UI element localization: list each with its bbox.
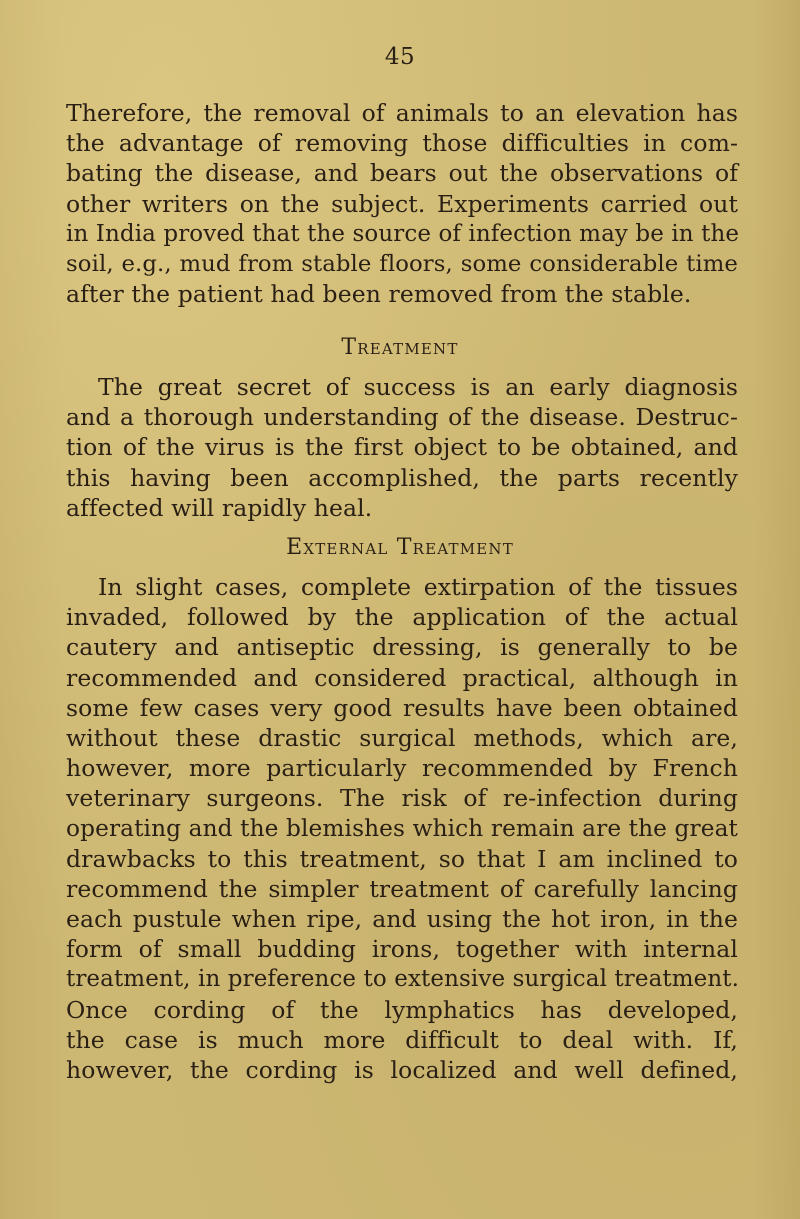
paragraph-line: Once cording of the lymphatics has developed, bbox=[66, 995, 738, 1024]
paragraph-line: this having been accomplished, the parts recently bbox=[66, 463, 738, 492]
paragraph-line: veterinary surgeons. The risk of re-infection during bbox=[66, 784, 738, 813]
paragraph-line: tion of the virus is the first object to be obtained, and bbox=[66, 433, 738, 462]
section-heading-treatment: Treatment bbox=[341, 335, 459, 360]
paragraph-2 bbox=[66, 372, 738, 523]
paragraph-line: operating and the blemishes which remain are the great bbox=[66, 814, 738, 842]
paragraph-line: affected will rapidly heal. bbox=[66, 493, 373, 522]
paragraph-line: after the patient had been removed from the stable. bbox=[66, 280, 692, 309]
paragraph-line: without these drastic surgical methods, which are, bbox=[66, 723, 738, 752]
paragraph-1 bbox=[66, 98, 738, 309]
paragraph-line: drawbacks to this treatment, so that I am inclined to bbox=[66, 844, 738, 873]
paragraph-line: however, the cording is localized and well defined, bbox=[66, 1056, 738, 1084]
paragraph-line: soil, e.g., mud from stable floors, some considerable time bbox=[66, 250, 738, 277]
paragraph-line: in India proved that the source of infection may be in the bbox=[66, 220, 740, 247]
paragraph-line: each pustule when ripe, and using the hot iron, in the bbox=[66, 905, 738, 934]
paragraph-line: form of small budding irons, together with internal bbox=[66, 935, 738, 964]
paragraph-line: recommend the simpler treatment of carefully lancing bbox=[66, 874, 738, 903]
paragraph-line: invaded, followed by the application of the actual bbox=[66, 603, 738, 632]
paragraph-line: In slight cases, complete extirpation of the tissues bbox=[98, 573, 738, 601]
paragraph-line: however, more particularly recommended by French bbox=[66, 754, 738, 783]
paragraph-line: Therefore, the removal of animals to an elevation has bbox=[66, 99, 738, 127]
paragraph-line: treatment, in preference to extensive surgical treatment. bbox=[66, 966, 740, 993]
paragraph-line: the case is much more difficult to deal with. If, bbox=[66, 1025, 738, 1054]
paragraph-line: some few cases very good results have been obtained bbox=[66, 693, 738, 722]
paragraph-line: the advantage of removing those difficulties in com- bbox=[66, 129, 738, 158]
section-heading-external-treatment: External Treatment bbox=[286, 535, 514, 560]
paragraph-line: bating the disease, and bears out the observations of bbox=[66, 159, 738, 188]
paragraph-line: recommended and considered practical, although in bbox=[66, 663, 738, 692]
paragraph-3 bbox=[66, 572, 738, 1085]
paragraph-line: other writers on the subject. Experiments carried out bbox=[66, 189, 738, 218]
paragraph-line: cautery and antiseptic dressing, is generally to be bbox=[66, 633, 738, 662]
paragraph-line: The great secret of success is an early diagnosis bbox=[98, 373, 738, 401]
page-number: 45 bbox=[384, 44, 416, 70]
paragraph-line: and a thorough understanding of the disease. Destruc- bbox=[66, 403, 738, 432]
